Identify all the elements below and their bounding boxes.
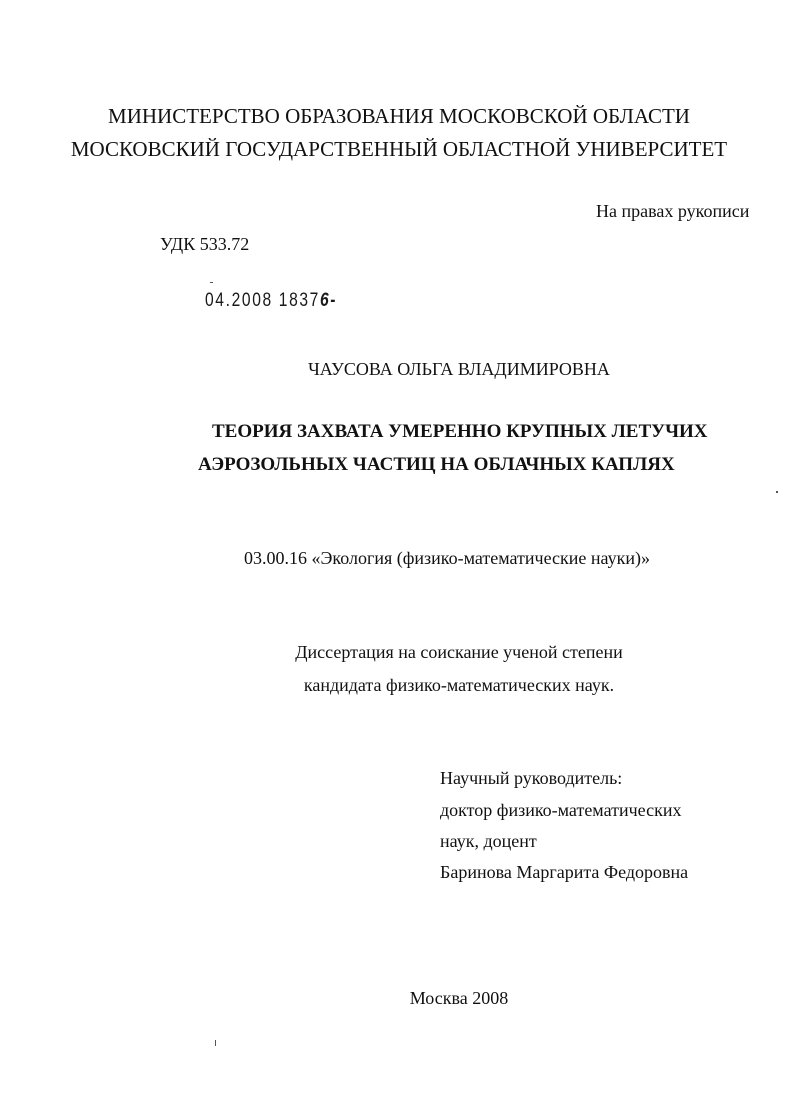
registration-stamp: 04.2008 18376- [205, 290, 338, 311]
title-line-2: АЭРОЗОЛЬНЫХ ЧАСТИЦ НА ОБЛАЧНЫХ КАПЛЯХ [198, 454, 675, 475]
specialty-code: 03.00.16 «Экология (физико-математические науки)» [244, 548, 650, 568]
supervisor-degree: доктор физико-математических [440, 800, 682, 820]
university-heading: МОСКОВСКИЙ ГОСУДАРСТВЕННЫЙ ОБЛАСТНОЙ УНИВЕРСИТЕТ [70, 137, 728, 161]
supervisor-label: Научный руководитель: [440, 768, 623, 788]
dissertation-line-2: кандидата физико-математических наук. [303, 675, 615, 695]
manuscript-note: На правах рукописи [596, 201, 750, 221]
scan-speck [776, 491, 778, 493]
author-name: ЧАУСОВА ОЛЬГА ВЛАДИМИРОВНА [308, 359, 610, 379]
supervisor-name: Баринова Маргарита Федоровна [440, 862, 689, 882]
city-year: Москва 2008 [409, 988, 509, 1008]
supervisor-rank: наук, доцент [440, 831, 537, 851]
udk-code: УДК 533.72 [160, 234, 250, 254]
scan-speck [210, 282, 213, 283]
title-line-1: ТЕОРИЯ ЗАХВАТА УМЕРЕННО КРУПНЫХ ЛЕТУЧИХ [212, 421, 708, 442]
stamp-number: 04.2008 1837 [205, 290, 320, 311]
stamp-last-digit: 6 [319, 290, 331, 311]
dissertation-line-1: Диссертация на соискание ученой степени [295, 642, 623, 662]
scan-speck [215, 1040, 216, 1046]
ministry-heading: МИНИСТЕРСТВО ОБРАЗОВАНИЯ МОСКОВСКОЙ ОБЛАСТИ [108, 104, 690, 128]
